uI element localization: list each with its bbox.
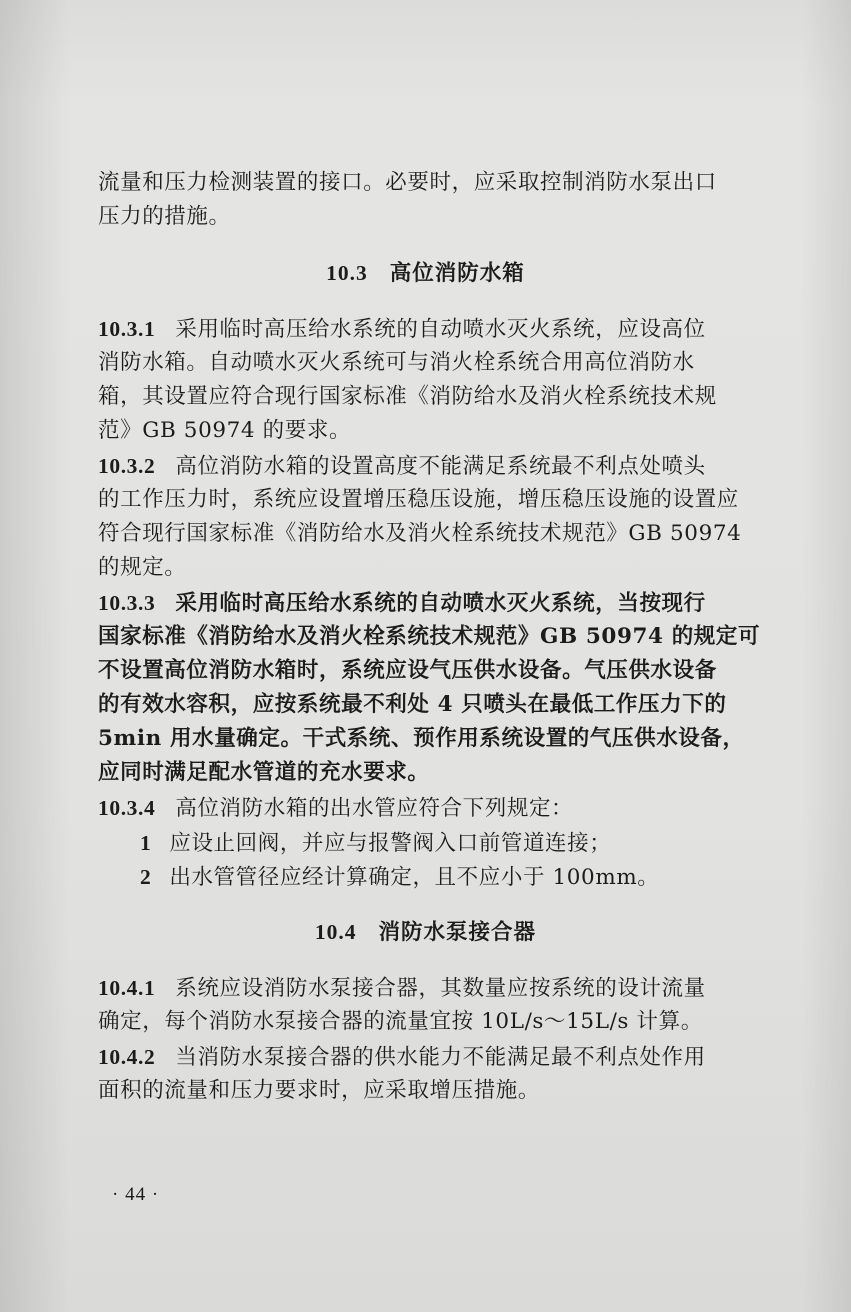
clause-10-4-2-line-2: 面积的流量和压力要求时，应采取增压措施。 <box>98 1078 541 1103</box>
clause-number: 10.4.2 <box>98 1045 156 1069</box>
clause-10-3-2-line-4: 的规定。 <box>98 555 187 580</box>
clause-number: 10.4.1 <box>98 976 156 1000</box>
clause-10-4-1-line-2: 确定，每个消防水泵接合器的流量宜按 10L/s～15L/s 计算。 <box>98 1009 703 1034</box>
clause-10-3-1-line-1 <box>98 314 758 345</box>
clause-10-3-4-line-1 <box>98 793 758 824</box>
clause-number: 10.3.1 <box>98 317 156 341</box>
clause-10-3-2-line-2: 的工作压力时，系统应设置增压稳压设施，增压稳压设施的设置应 <box>98 487 739 512</box>
clause-10-3-3-line-2: 国家标准《消防给水及消火栓系统技术规范》GB 50974 的规定可 <box>98 624 761 649</box>
clause-10-3-3-line-4: 的有效水容积，应按系统最不利处 4 只喷头在最低工作压力下的 <box>98 692 727 717</box>
clause-10-3-4-item-1 <box>140 828 800 859</box>
section-heading-10-3 <box>0 258 851 289</box>
item-number: 1 <box>140 831 152 855</box>
section-heading-10-4 <box>0 917 851 948</box>
page-shadow-left <box>0 0 70 1312</box>
clause-number: 10.3.3 <box>98 591 156 615</box>
clause-10-4-1-line-1 <box>98 973 758 1004</box>
clause-text: 采用临时高压给水系统的自动喷水灭火系统，当按现行 <box>175 591 706 616</box>
clause-number: 10.3.4 <box>98 796 156 820</box>
clause-10-3-1-line-3: 箱，其设置应符合现行国家标准《消防给水及消火栓系统技术规 <box>98 384 717 409</box>
clause-text: 采用临时高压给水系统的自动喷水灭火系统，应设高位 <box>175 317 706 342</box>
clause-text: 当消防水泵接合器的供水能力不能满足最不利点处作用 <box>175 1045 706 1070</box>
clause-10-3-3-line-5: 5min 用水量确定。干式系统、预作用系统设置的气压供水设备， <box>98 726 745 751</box>
clause-10-3-4-item-2 <box>140 862 800 893</box>
clause-10-3-2-line-1 <box>98 451 758 482</box>
intro-line-1: 流量和压力检测装置的接口。必要时，应采取控制消防水泵出口 <box>98 170 717 195</box>
clause-text: 系统应设消防水泵接合器，其数量应按系统的设计流量 <box>175 976 706 1001</box>
item-text: 出水管管径应经计算确定，且不应小于 100mm。 <box>169 865 660 890</box>
clause-text: 高位消防水箱的出水管应符合下列规定： <box>175 796 574 821</box>
clause-number: 10.3.2 <box>98 454 156 478</box>
clause-10-3-3-line-6: 应同时满足配水管道的充水要求。 <box>98 760 430 785</box>
section-number: 10.4 <box>314 920 357 944</box>
section-title: 消防水泵接合器 <box>378 920 537 945</box>
item-number: 2 <box>140 865 152 889</box>
clause-text: 高位消防水箱的设置高度不能满足系统最不利点处喷头 <box>175 454 706 479</box>
section-number: 10.3 <box>326 261 368 285</box>
clause-10-3-1-line-4: 范》GB 50974 的要求。 <box>98 418 352 443</box>
clause-10-3-2-line-3: 符合现行国家标准《消防给水及消火栓系统技术规范》GB 50974 <box>98 521 742 546</box>
intro-line-2: 压力的措施。 <box>98 204 231 229</box>
clause-10-3-3-line-1 <box>98 588 758 619</box>
item-text: 应设止回阀，并应与报警阀入口前管道连接； <box>169 831 612 856</box>
clause-10-3-1-line-2: 消防水箱。自动喷水灭火系统可与消火栓系统合用高位消防水 <box>98 350 695 375</box>
page-shadow-right <box>801 0 851 1312</box>
clause-10-3-3-line-3: 不设置高位消防水箱时，系统应设气压供水设备。气压供水设备 <box>98 658 717 683</box>
section-title: 高位消防水箱 <box>389 261 525 286</box>
clause-10-4-2-line-1 <box>98 1042 758 1073</box>
page-number: · 44 · <box>112 1184 160 1205</box>
